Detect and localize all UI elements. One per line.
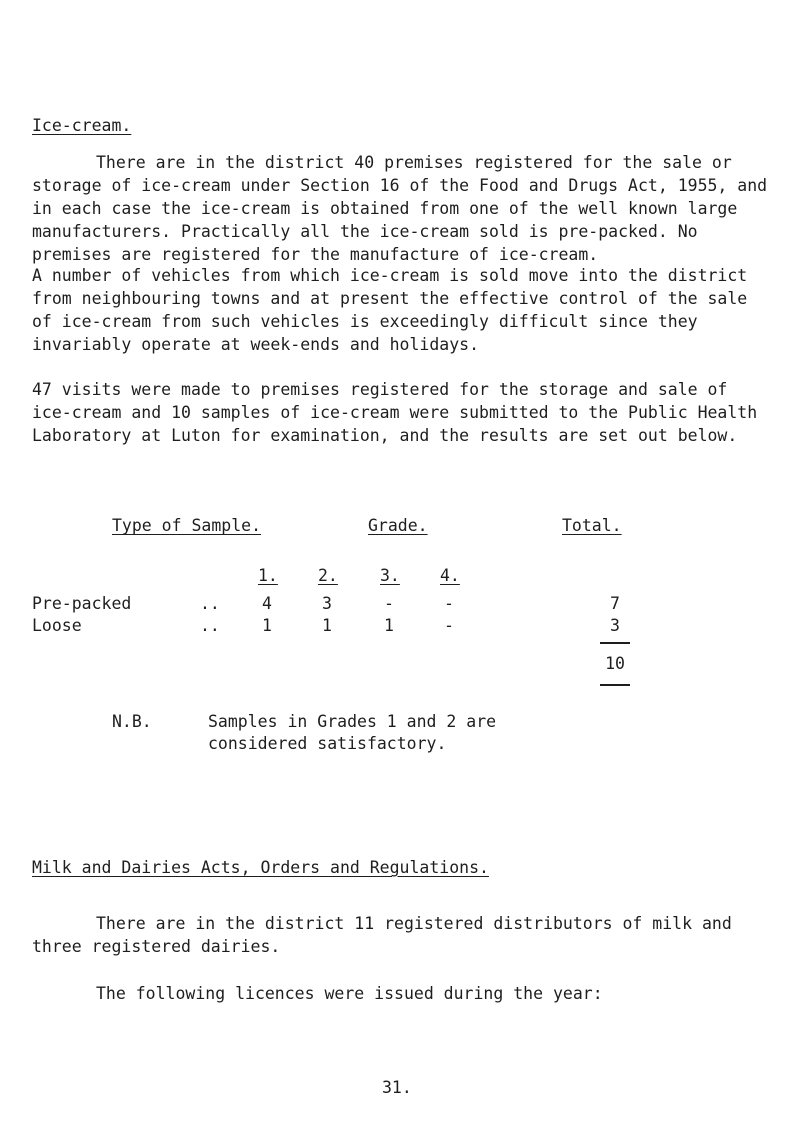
cell-value: -: [444, 594, 454, 613]
page-number: 31.: [382, 1078, 412, 1097]
grade-label: 1.: [258, 566, 278, 585]
section-heading-ice-cream: Ice-cream.: [32, 116, 132, 135]
cell-value: -: [384, 594, 394, 613]
nb-line-2: considered satisfactory.: [208, 734, 447, 753]
row-total: 3: [610, 616, 620, 635]
row-label: Loose: [32, 616, 82, 635]
cell-value: 3: [322, 594, 332, 613]
grade-label: 3.: [380, 566, 400, 585]
column-header-grade: Grade.: [368, 516, 428, 535]
cell-value: 1: [262, 616, 272, 635]
paragraph-licences: The following licences were issued during the year:: [96, 984, 603, 1003]
column-header-total: Total.: [562, 516, 622, 535]
total-rule-bottom: [600, 684, 630, 686]
cell-value: 4: [262, 594, 272, 613]
grand-total: 10: [605, 654, 625, 673]
row-leader: ..: [200, 594, 220, 613]
total-rule-top: [600, 642, 630, 644]
section-heading-milk: Milk and Dairies Acts, Orders and Regulations.: [32, 858, 489, 877]
nb-label: N.B.: [112, 712, 152, 731]
cell-value: 1: [322, 616, 332, 635]
row-label: Pre-packed: [32, 594, 132, 613]
paragraph-milk-distributors: There are in the district 11 registered distributors of milk and three registered dairies.: [32, 914, 732, 956]
grade-label: 2.: [318, 566, 338, 585]
nb-line-1: Samples in Grades 1 and 2 are: [208, 712, 497, 731]
paragraph-vehicles: A number of vehicles from which ice-cream is sold move into the district from neighbouring towns and at present the effective control of the sale of ice-cream from such vehicles is exceedingly difficult since they invariably operate at week-ends and holidays.: [32, 266, 748, 354]
row-total: 7: [610, 594, 620, 613]
cell-value: 1: [384, 616, 394, 635]
paragraph-samples: 47 visits were made to premises registered for the storage and sale of ice-cream and 10 samples of ice-cream were submitted to the Public Health Laboratory at Luton for examination, and the results are set out below.: [32, 380, 758, 445]
row-leader: ..: [200, 616, 220, 635]
grade-label: 4.: [440, 566, 460, 585]
column-header-type: Type of Sample.: [112, 516, 262, 535]
paragraph-premises: There are in the district 40 premises registered for the sale or storage of ice-cream under Section 16 of the Food and Drugs Act, 1955, and in each case the ice-cream is obtained from one of the well known large manufacturers. Practically all the ice-cream sold is pre-packed. No premises are registered for the manufacture of ice-cream.: [32, 153, 768, 264]
cell-value: -: [444, 616, 454, 635]
